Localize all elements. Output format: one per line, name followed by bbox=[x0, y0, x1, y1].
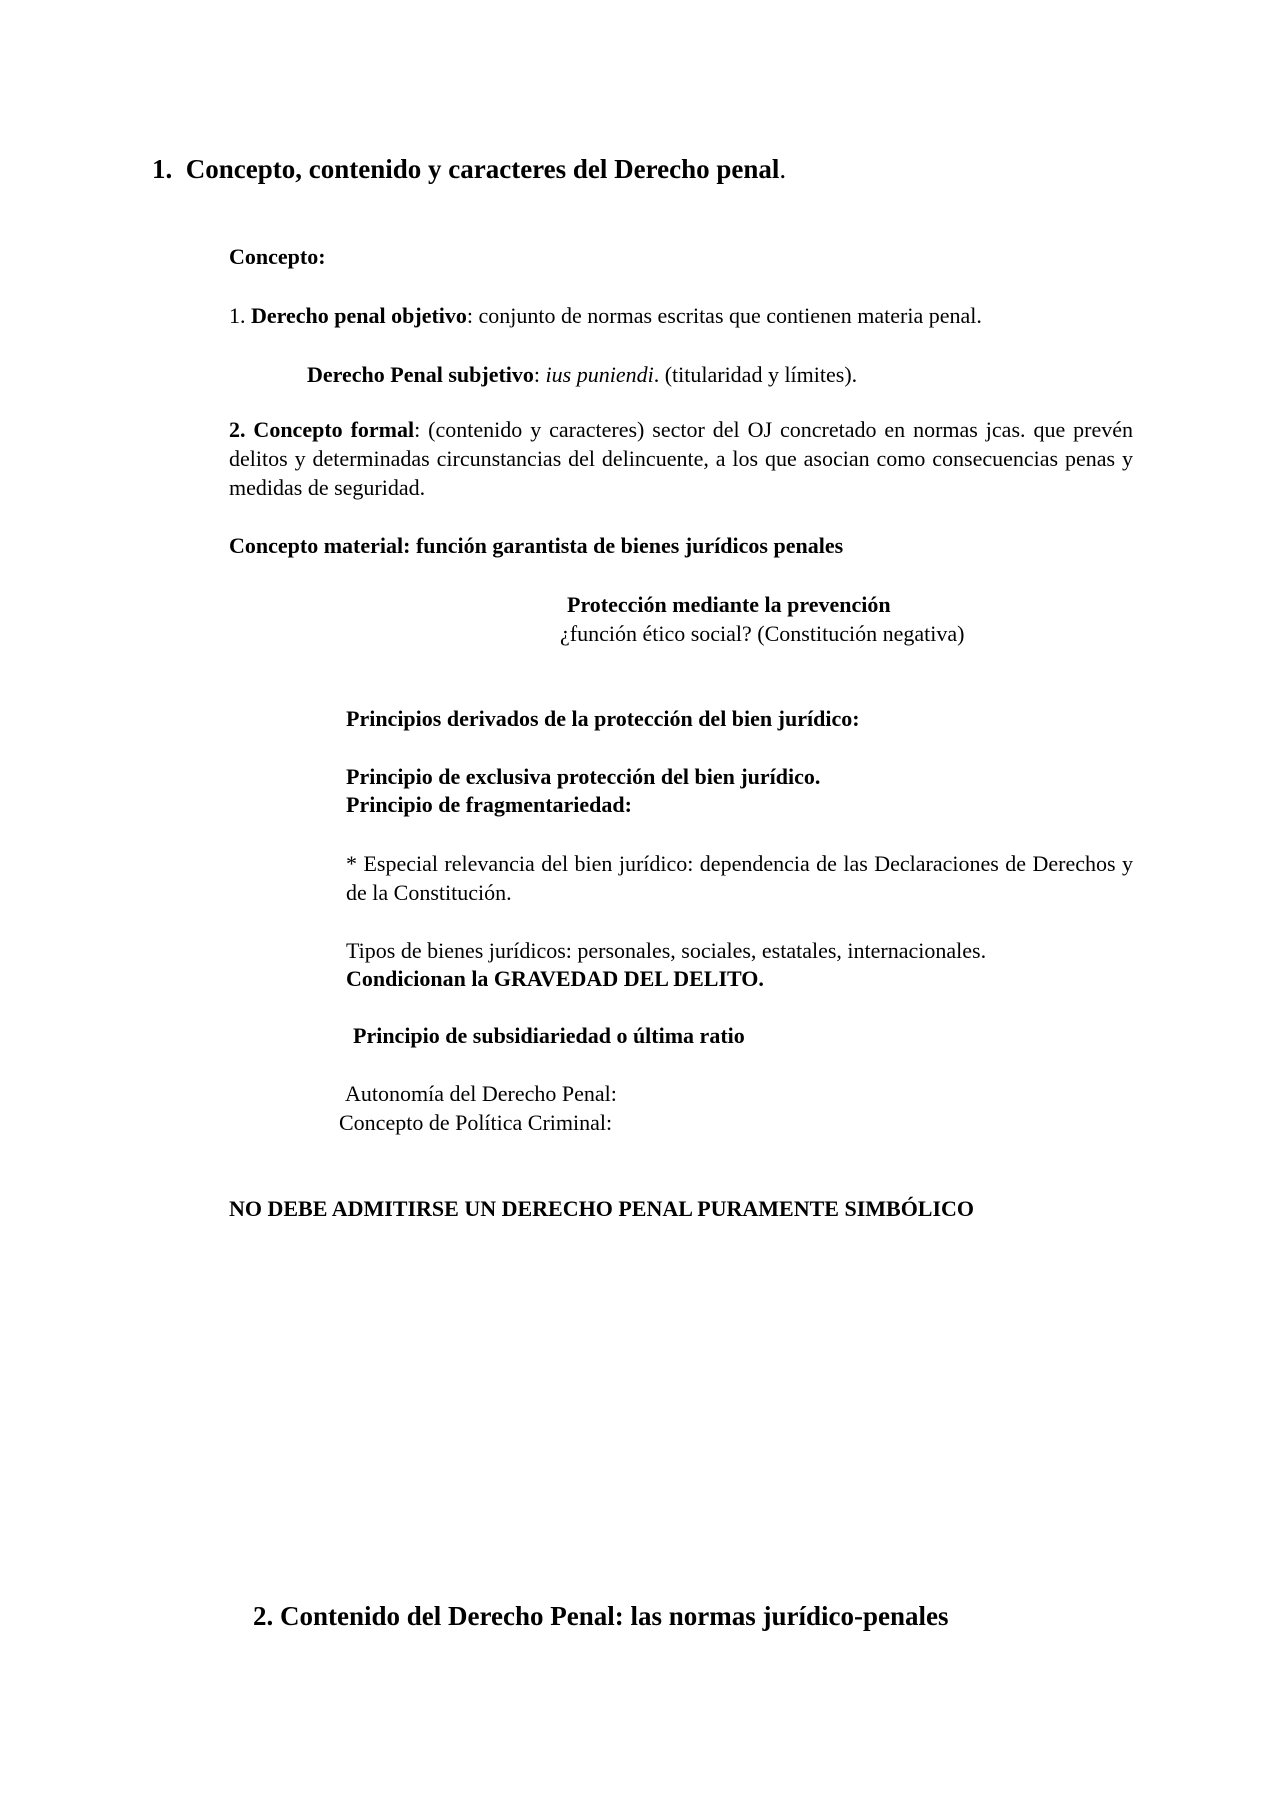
funcion-etico-line: ¿función ético social? (Constitución negativa) bbox=[560, 621, 965, 646]
objetivo-number: 1. bbox=[229, 303, 246, 328]
objetivo-term: Derecho penal objetivo bbox=[251, 303, 467, 328]
section-2-heading: 2. Contenido del Derecho Penal: las normas jurídico-penales bbox=[253, 1601, 949, 1631]
condicionan-gravedad: Condicionan la GRAVEDAD DEL DELITO. bbox=[346, 966, 764, 991]
subjetivo-colon: : bbox=[533, 362, 541, 387]
ius-puniendi: ius puniendi bbox=[545, 362, 654, 387]
proteccion-line: Protección mediante la prevención bbox=[567, 592, 891, 617]
principio-exclusiva: Principio de exclusiva protección del bien jurídico. bbox=[346, 764, 821, 789]
principio-fragmentariedad: Principio de fragmentariedad: bbox=[346, 792, 632, 817]
subjetivo-text: . (titularidad y límites). bbox=[653, 362, 858, 387]
especial-relevancia: * Especial relevancia del bien jurídico: dependencia de las Declaraciones de Derechos y de la Constitución. bbox=[346, 851, 1133, 905]
heading-period: . bbox=[779, 154, 787, 184]
material-heading: Concepto material: función garantista de bienes jurídicos penales bbox=[229, 533, 844, 558]
autonomia-line: Autonomía del Derecho Penal: bbox=[345, 1081, 617, 1106]
formal-paragraph bbox=[229, 415, 1133, 502]
simbolico-statement: NO DEBE ADMITIRSE UN DERECHO PENAL PURAMENTE SIMBÓLICO bbox=[229, 1196, 975, 1221]
formal-text: : (contenido y caracteres) sector del OJ concretado en normas jcas. que prevén delitos y determinadas circunstancias del delincuente, a los que asocian como consecuencias penas y medidas de seguridad. bbox=[229, 417, 1133, 500]
subjetivo-term: Derecho Penal subjetivo bbox=[307, 362, 534, 387]
politica-criminal-line: Concepto de Política Criminal: bbox=[339, 1110, 613, 1135]
tipos-bienes: Tipos de bienes jurídicos: personales, sociales, estatales, internacionales. bbox=[346, 938, 987, 963]
subjetivo-paragraph bbox=[307, 360, 857, 389]
section-1-heading bbox=[152, 152, 786, 186]
heading-number: 1. bbox=[152, 154, 173, 184]
heading-text: Concepto, contenido y caracteres del Derecho penal bbox=[185, 154, 780, 184]
principios-title: Principios derivados de la protección del bien jurídico: bbox=[346, 706, 860, 731]
objetivo-text: : conjunto de normas escritas que contienen materia penal. bbox=[466, 303, 982, 328]
concepto-label: Concepto: bbox=[229, 244, 326, 269]
principio-subsidiariedad: Principio de subsidiariedad o última ratio bbox=[353, 1023, 745, 1048]
formal-term: 2. Concepto formal bbox=[229, 417, 415, 442]
objetivo-paragraph bbox=[229, 301, 982, 330]
